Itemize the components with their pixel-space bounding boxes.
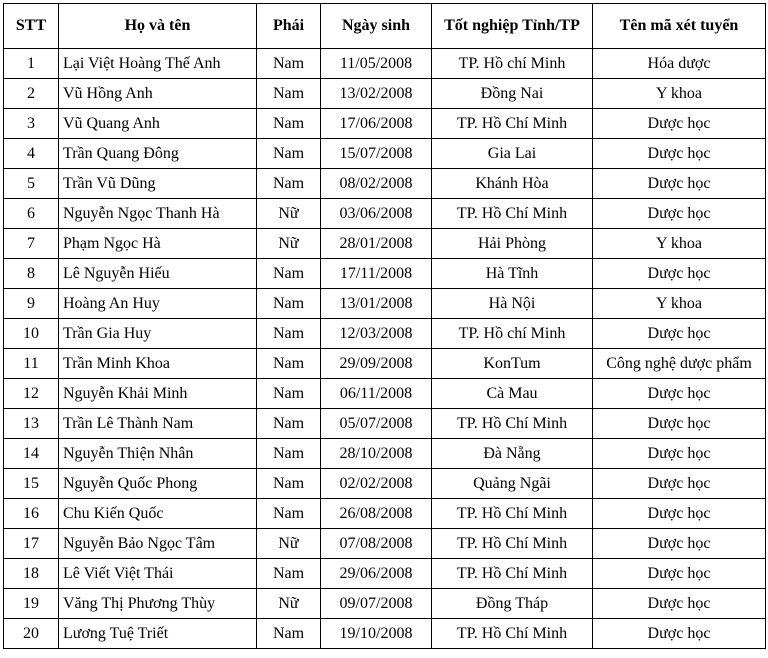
row-admission-program: Công nghệ dược phẩm bbox=[593, 349, 766, 379]
row-sex: Nam bbox=[257, 319, 321, 349]
header-row bbox=[4, 4, 766, 49]
row-graduation-province: Đồng Nai bbox=[432, 79, 593, 109]
row-birth-date: 17/06/2008 bbox=[321, 109, 432, 139]
row-graduation-province: TP. Hồ Chí Minh bbox=[432, 529, 593, 559]
table-row bbox=[4, 409, 766, 439]
row-graduation-province: Hà Tĩnh bbox=[432, 259, 593, 289]
header-sex: Phái bbox=[257, 4, 321, 49]
row-sex: Nam bbox=[257, 499, 321, 529]
row-admission-program: Dược học bbox=[593, 559, 766, 589]
row-sex: Nam bbox=[257, 169, 321, 199]
row-admission-program: Dược học bbox=[593, 529, 766, 559]
row-sex: Nam bbox=[257, 289, 321, 319]
row-sex: Nam bbox=[257, 259, 321, 289]
row-birth-date: 12/03/2008 bbox=[321, 319, 432, 349]
row-full-name: Nguyễn Bảo Ngọc Tâm bbox=[59, 529, 257, 559]
row-stt: 13 bbox=[4, 409, 59, 439]
row-graduation-province: TP. Hồ chí Minh bbox=[432, 49, 593, 79]
row-sex: Nữ bbox=[257, 229, 321, 259]
table-row bbox=[4, 529, 766, 559]
table-row bbox=[4, 169, 766, 199]
row-sex: Nam bbox=[257, 619, 321, 649]
row-graduation-province: Khánh Hòa bbox=[432, 169, 593, 199]
table-row bbox=[4, 79, 766, 109]
row-full-name: Phạm Ngọc Hà bbox=[59, 229, 257, 259]
row-full-name: Vũ Hồng Anh bbox=[59, 79, 257, 109]
row-sex: Nam bbox=[257, 109, 321, 139]
row-admission-program: Dược học bbox=[593, 589, 766, 619]
row-birth-date: 07/08/2008 bbox=[321, 529, 432, 559]
row-birth-date: 13/02/2008 bbox=[321, 79, 432, 109]
row-stt: 4 bbox=[4, 139, 59, 169]
row-graduation-province: Gia Lai bbox=[432, 139, 593, 169]
row-sex: Nam bbox=[257, 49, 321, 79]
table-row bbox=[4, 379, 766, 409]
row-full-name: Văng Thị Phương Thùy bbox=[59, 589, 257, 619]
row-admission-program: Y khoa bbox=[593, 229, 766, 259]
row-graduation-province: Đồng Tháp bbox=[432, 589, 593, 619]
table-row bbox=[4, 229, 766, 259]
table-row bbox=[4, 49, 766, 79]
row-graduation-province: Cà Mau bbox=[432, 379, 593, 409]
row-admission-program: Dược học bbox=[593, 409, 766, 439]
row-stt: 3 bbox=[4, 109, 59, 139]
row-graduation-province: KonTum bbox=[432, 349, 593, 379]
row-admission-program: Dược học bbox=[593, 259, 766, 289]
row-stt: 18 bbox=[4, 559, 59, 589]
row-birth-date: 09/07/2008 bbox=[321, 589, 432, 619]
row-full-name: Nguyễn Ngọc Thanh Hà bbox=[59, 199, 257, 229]
table-row bbox=[4, 439, 766, 469]
row-stt: 17 bbox=[4, 529, 59, 559]
row-stt: 8 bbox=[4, 259, 59, 289]
row-stt: 1 bbox=[4, 49, 59, 79]
row-sex: Nam bbox=[257, 409, 321, 439]
row-graduation-province: TP. Hồ Chí Minh bbox=[432, 559, 593, 589]
row-admission-program: Dược học bbox=[593, 139, 766, 169]
row-full-name: Chu Kiến Quốc bbox=[59, 499, 257, 529]
row-birth-date: 29/06/2008 bbox=[321, 559, 432, 589]
row-sex: Nam bbox=[257, 439, 321, 469]
row-stt: 5 bbox=[4, 169, 59, 199]
header-admission-program: Tên mã xét tuyển bbox=[593, 4, 766, 49]
row-sex: Nam bbox=[257, 379, 321, 409]
row-stt: 10 bbox=[4, 319, 59, 349]
row-birth-date: 02/02/2008 bbox=[321, 469, 432, 499]
row-full-name: Trần Quang Đông bbox=[59, 139, 257, 169]
row-admission-program: Dược học bbox=[593, 439, 766, 469]
row-full-name: Lê Nguyễn Hiếu bbox=[59, 259, 257, 289]
row-stt: 2 bbox=[4, 79, 59, 109]
row-birth-date: 26/08/2008 bbox=[321, 499, 432, 529]
table-row bbox=[4, 589, 766, 619]
row-sex: Nữ bbox=[257, 199, 321, 229]
row-admission-program: Dược học bbox=[593, 199, 766, 229]
row-sex: Nam bbox=[257, 469, 321, 499]
table-row bbox=[4, 199, 766, 229]
student-roster-table bbox=[3, 3, 766, 649]
table-body bbox=[4, 49, 766, 649]
header-graduation-province: Tốt nghiệp Tỉnh/TP bbox=[432, 4, 593, 49]
table-row bbox=[4, 469, 766, 499]
table-row bbox=[4, 109, 766, 139]
table-row bbox=[4, 319, 766, 349]
row-stt: 16 bbox=[4, 499, 59, 529]
row-birth-date: 17/11/2008 bbox=[321, 259, 432, 289]
row-full-name: Trần Lê Thành Nam bbox=[59, 409, 257, 439]
table-header bbox=[4, 4, 766, 49]
row-birth-date: 08/02/2008 bbox=[321, 169, 432, 199]
row-birth-date: 28/01/2008 bbox=[321, 229, 432, 259]
row-stt: 20 bbox=[4, 619, 59, 649]
row-sex: Nam bbox=[257, 79, 321, 109]
row-birth-date: 15/07/2008 bbox=[321, 139, 432, 169]
row-birth-date: 13/01/2008 bbox=[321, 289, 432, 319]
row-stt: 9 bbox=[4, 289, 59, 319]
row-full-name: Lê Viết Việt Thái bbox=[59, 559, 257, 589]
row-full-name: Nguyễn Khải Minh bbox=[59, 379, 257, 409]
row-birth-date: 11/05/2008 bbox=[321, 49, 432, 79]
table-row bbox=[4, 559, 766, 589]
row-graduation-province: TP. Hồ Chí Minh bbox=[432, 199, 593, 229]
row-admission-program: Y khoa bbox=[593, 79, 766, 109]
table-row bbox=[4, 289, 766, 319]
row-graduation-province: Đà Nẵng bbox=[432, 439, 593, 469]
row-admission-program: Dược học bbox=[593, 169, 766, 199]
row-birth-date: 28/10/2008 bbox=[321, 439, 432, 469]
row-sex: Nữ bbox=[257, 529, 321, 559]
row-full-name: Trần Vũ Dũng bbox=[59, 169, 257, 199]
row-admission-program: Dược học bbox=[593, 109, 766, 139]
row-full-name: Lại Việt Hoàng Thế Anh bbox=[59, 49, 257, 79]
table-row bbox=[4, 259, 766, 289]
row-graduation-province: Hải Phòng bbox=[432, 229, 593, 259]
row-full-name: Lương Tuệ Triết bbox=[59, 619, 257, 649]
row-full-name: Hoàng An Huy bbox=[59, 289, 257, 319]
row-graduation-province: TP. Hồ chí Minh bbox=[432, 319, 593, 349]
row-birth-date: 19/10/2008 bbox=[321, 619, 432, 649]
row-full-name: Trần Minh Khoa bbox=[59, 349, 257, 379]
row-full-name: Trần Gia Huy bbox=[59, 319, 257, 349]
table-row bbox=[4, 619, 766, 649]
row-graduation-province: TP. Hồ Chí Minh bbox=[432, 619, 593, 649]
table-row bbox=[4, 349, 766, 379]
row-stt: 12 bbox=[4, 379, 59, 409]
row-graduation-province: Quảng Ngãi bbox=[432, 469, 593, 499]
row-graduation-province: TP. Hồ Chí Minh bbox=[432, 109, 593, 139]
row-graduation-province: Hà Nội bbox=[432, 289, 593, 319]
row-stt: 19 bbox=[4, 589, 59, 619]
row-sex: Nam bbox=[257, 139, 321, 169]
row-stt: 14 bbox=[4, 439, 59, 469]
row-admission-program: Dược học bbox=[593, 379, 766, 409]
row-admission-program: Dược học bbox=[593, 499, 766, 529]
header-birth-date: Ngày sinh bbox=[321, 4, 432, 49]
row-graduation-province: TP. Hồ Chí Minh bbox=[432, 499, 593, 529]
row-full-name: Nguyễn Thiện Nhân bbox=[59, 439, 257, 469]
table-row bbox=[4, 499, 766, 529]
row-admission-program: Y khoa bbox=[593, 289, 766, 319]
row-stt: 15 bbox=[4, 469, 59, 499]
row-birth-date: 03/06/2008 bbox=[321, 199, 432, 229]
row-sex: Nam bbox=[257, 349, 321, 379]
row-admission-program: Dược học bbox=[593, 319, 766, 349]
header-full-name: Họ và tên bbox=[59, 4, 257, 49]
row-birth-date: 06/11/2008 bbox=[321, 379, 432, 409]
header-stt: STT bbox=[4, 4, 59, 49]
table-row bbox=[4, 139, 766, 169]
row-stt: 6 bbox=[4, 199, 59, 229]
row-stt: 11 bbox=[4, 349, 59, 379]
row-sex: Nữ bbox=[257, 589, 321, 619]
row-birth-date: 29/09/2008 bbox=[321, 349, 432, 379]
row-stt: 7 bbox=[4, 229, 59, 259]
row-full-name: Vũ Quang Anh bbox=[59, 109, 257, 139]
row-birth-date: 05/07/2008 bbox=[321, 409, 432, 439]
row-admission-program: Dược học bbox=[593, 469, 766, 499]
row-admission-program: Hóa dược bbox=[593, 49, 766, 79]
row-sex: Nam bbox=[257, 559, 321, 589]
row-graduation-province: TP. Hồ Chí Minh bbox=[432, 409, 593, 439]
row-full-name: Nguyễn Quốc Phong bbox=[59, 469, 257, 499]
row-admission-program: Dược học bbox=[593, 619, 766, 649]
